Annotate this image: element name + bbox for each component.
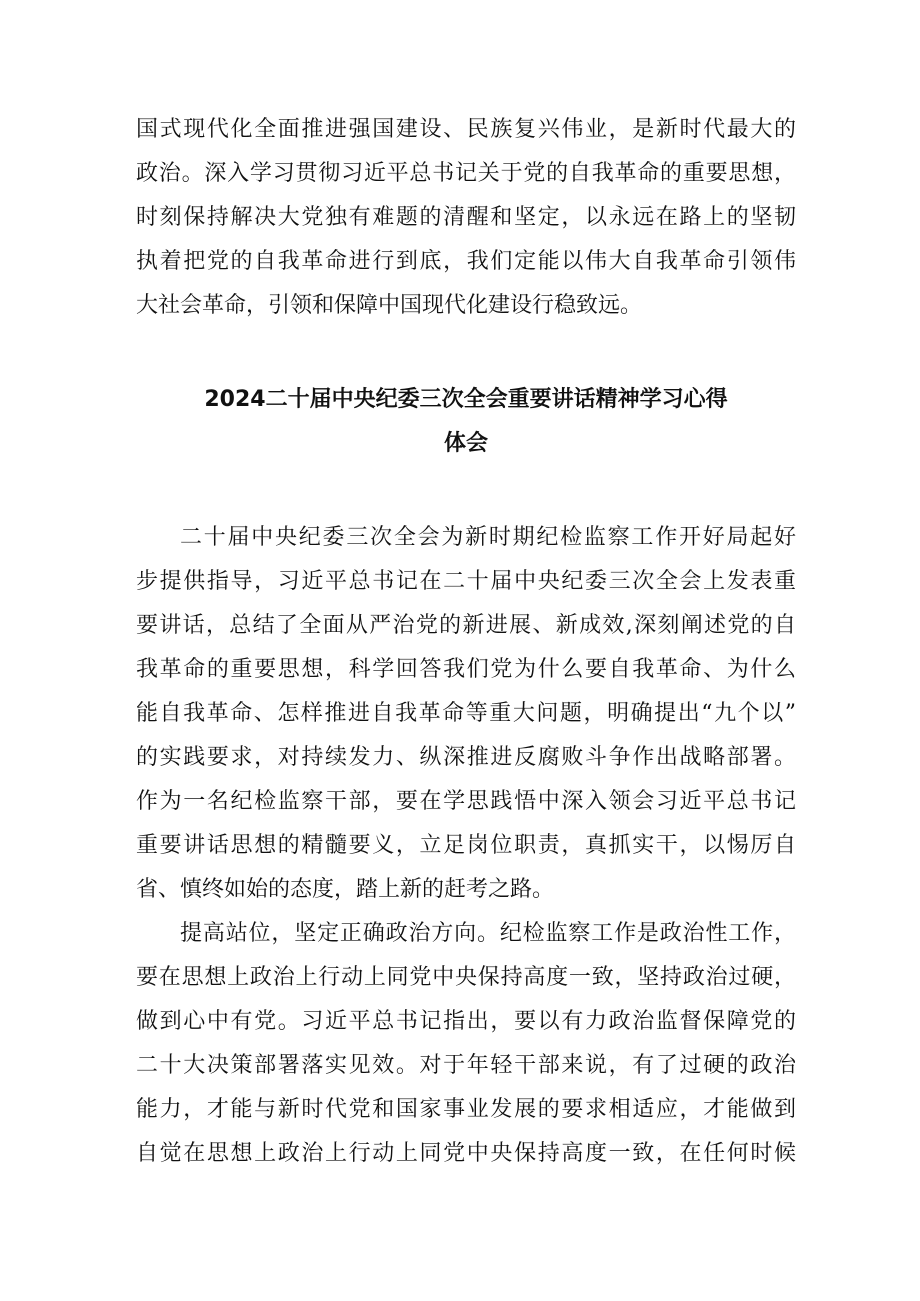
- title-line-2: 体会: [443, 431, 488, 456]
- text-line: 省、慎终如始的态度，踏上新的赶考之路。: [136, 877, 555, 902]
- text-line: 要在思想上政治上行动上同党中央保持高度一致，坚持政治过硬，: [136, 965, 796, 990]
- article-title: [136, 378, 796, 466]
- text-line: 国式现代化全面推进强国建设、民族复兴伟业，是新时代最大的: [136, 117, 796, 142]
- title-line-1: 2024二十届中央纪委三次全会重要讲话精神学习心得: [204, 387, 728, 412]
- paragraph-2: [136, 912, 796, 1176]
- text-line: 大社会革命，引领和保障中国现代化建设行稳致远。: [136, 293, 643, 318]
- text-line: 时刻保持解决大党独有难题的清醒和坚定，以永远在路上的坚韧: [136, 205, 796, 230]
- text-line: 二十大决策部署落实见效。对于年轻干部来说，有了过硬的政治: [136, 1053, 796, 1078]
- text-line: 步提供指导，习近平总书记在二十届中央纪委三次全会上发表重: [136, 569, 796, 594]
- text-line: 做到心中有党。习近平总书记指出，要以有力政治监督保障党的: [136, 1009, 796, 1034]
- text-line: 的实践要求，对持续发力、纵深推进反腐败斗争作出战略部署。: [136, 745, 796, 770]
- text-line: 重要讲话思想的精髓要义，立足岗位职责，真抓实干，以惕厉自: [136, 833, 796, 858]
- text-line: 二十届中央纪委三次全会为新时期纪检监察工作开好局起好: [180, 525, 796, 550]
- intro-paragraph: [136, 108, 796, 328]
- text-line: 能力，才能与新时代党和国家事业发展的要求相适应，才能做到: [136, 1097, 796, 1122]
- text-line: 要讲话，总结了全面从严治党的新进展、新成效,深刻阐述党的自: [136, 613, 796, 638]
- text-line: 执着把党的自我革命进行到底，我们定能以伟大自我革命引领伟: [136, 249, 796, 274]
- text-line: 自觉在思想上政治上行动上同党中央保持高度一致，在任何时候: [136, 1141, 796, 1166]
- text-line: 政治。深入学习贯彻习近平总书记关于党的自我革命的重要思想，: [136, 161, 796, 186]
- text-line: 我革命的重要思想，科学回答我们党为什么要自我革命、为什么: [136, 657, 796, 682]
- paragraph-1: [136, 516, 796, 912]
- text-line: 能自我革命、怎样推进自我革命等重大问题，明确提出“九个以”: [136, 701, 796, 726]
- text-line: 提高站位，坚定正确政治方向。纪检监察工作是政治性工作，: [180, 921, 796, 946]
- document-page: [136, 108, 796, 1176]
- text-line: 作为一名纪检监察干部，要在学思践悟中深入领会习近平总书记: [136, 789, 796, 814]
